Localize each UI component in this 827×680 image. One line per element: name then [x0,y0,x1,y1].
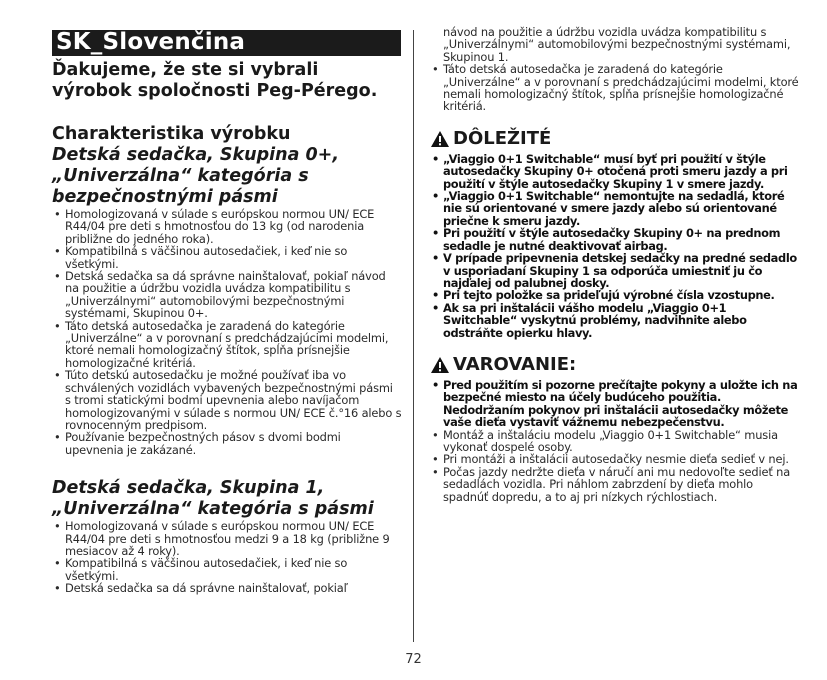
warning-triangle-icon [430,356,450,374]
group0-title: Detská sedačka, Skupina 0+, „Univerzálna“ kategória s bezpečnostnými pásmi [52,145,339,207]
list-item: • Pri tejto položke sa prideľujú výrobné čísla vzostupne. [430,289,800,301]
warning-title: VAROVANIE: [453,353,577,375]
list-item: • Táto detská autosedačka je zaradená do kategórie „Univerzálne“ a v porovnaní s predchádzajúcimi modelmi, ktoré nemali homologizačný štítok, spĺňa prísnejšie homologizačné kritériá. [430,63,800,113]
language-header [52,30,401,56]
right-column [430,26,800,503]
group1-list-right [430,63,800,113]
list-item: • Kompatibilná s väčšinou autosedačiek, i keď nie so všetkými. [52,245,402,270]
important-heading [430,129,800,149]
list-item: • Montáž a inštaláciu modelu „Viaggio 0+1 Switchable“ musia vykonať dospelé osoby. [430,429,800,454]
list-item: • „Viaggio 0+1 Switchable“ nemontujte na sedadlá, ktoré nie sú orientované v smere jazdy alebo sú orientované priečne k smeru jazdy. [430,190,800,227]
warning-triangle-icon [430,130,450,148]
important-title: DÔLEŽITÉ [453,127,552,149]
list-item: • Pri použití v štýle autosedačky Skupiny 0+ na prednom sedadle je nutné deaktivovať airbag. [430,227,800,252]
warning-heading [430,355,800,375]
list-item: • Ak sa pri inštalácii vášho modelu „Viaggio 0+1 Switchable“ vyskytnú problémy, nadvihnite alebo odstráňte opierku hlavy. [430,302,800,339]
list-item: • Homologizovaná v súlade s európskou normou UN/ ECE R44/04 pre deti s hmotnosťou medzi 9 a 18 kg (približne 9 mesiacov až 4 roky). [52,520,402,557]
column-divider [413,30,414,642]
product-characteristics-title: Charakteristika výrobku [52,124,291,144]
list-item-continuation: návod na použitie a údržbu vozidla uvádza kompatibilitu s „Univerzálnymi“ automobilovými bezpečnostnými systémami, Skupinou 1. [443,25,791,64]
list-item: • Detská sedačka sa dá správne nainštalovať, pokiaľ [52,582,402,594]
thank-you-heading: Ďakujeme, že ste si vybrali výrobok spoločnosti Peg-Pérego. [52,60,378,101]
list-item: • Používanie bezpečnostných pásov s dvomi bodmi upevnenia je zakázané. [52,431,402,456]
list-item: • Homologizovaná v súlade s európskou normou UN/ ECE R44/04 pre deti s hmotnosťou do 13 kg (od narodenia približne do jedného roka). [52,208,402,245]
page-number: 72 [405,652,422,667]
warning-list [430,429,800,503]
list-item: • Počas jazdy nedržte dieťa v náručí ani mu nedovoľte sedieť na sedadlách vozidla. Pri náhlom zabrzdení by dieťa mohlo spadnúť dopredu, a to aj pri nízkych rýchlostiach. [430,466,800,503]
list-item: • V prípade pripevnenia detskej sedačky na predné sedadlo v usporiadaní Skupiny 1 sa odporúča umiestniť ju čo najďalej od palubnej dosky. [430,252,800,289]
group1-list [52,520,402,594]
list-item: • Detská sedačka sa dá správne nainštalovať, pokiaľ návod na použitie a údržbu vozidla uvádza kompatibilitu s „Univerzálnymi“ automobilovými bezpečnostnými systémami, Skupinou 0+. [52,270,402,320]
list-item: • Kompatibilná s väčšinou autosedačiek, i keď nie so všetkými. [52,557,402,582]
list-item: • „Viaggio 0+1 Switchable“ musí byť pri použití v štýle autosedačky Skupiny 0+ otočená proti smeru jazdy a pri použití v štýle autosedačky Skupiny 1 v smere jazdy. [430,153,800,190]
group0-list [52,208,402,456]
list-item: • Túto detskú autosedačku je možné používať iba vo schválených vozidlách vybavených bezpečnostnými pásmi s tromi statickými bodmi upevnenia alebo navíjačom homologizovanými v súlade s normou UN/ ECE č.°16 alebo s rovnocenným predpisom. [52,369,402,431]
group1-list-continued [430,26,800,63]
important-list [430,153,800,339]
warning-bold-list [430,379,800,429]
list-item: • Táto detská autosedačka je zaradená do kategórie „Univerzálne“ a v porovnaní s predchádzajúcimi modelmi, ktoré nemali homologizačný štítok, spĺňa prísnejšie homologizačné kritériá. [52,320,402,370]
group1-title: Detská sedačka, Skupina 1, „Univerzálna“ kategória s pásmi [52,478,374,520]
list-item: • Pred použitím si pozorne prečítajte pokyny a uložte ich na bezpečné miesto na účely budúceho použitia. Nedodržaním pokynov pri inštalácii autosedačky môžete vaše dieťa vystaviť vážnemu nebezpečenstvu. [430,379,800,429]
left-column [52,60,402,595]
language-title: SK_Slovenčina [56,29,246,55]
list-item: • Pri montáži a inštalácii autosedačky nesmie dieťa sedieť v nej. [430,453,800,465]
